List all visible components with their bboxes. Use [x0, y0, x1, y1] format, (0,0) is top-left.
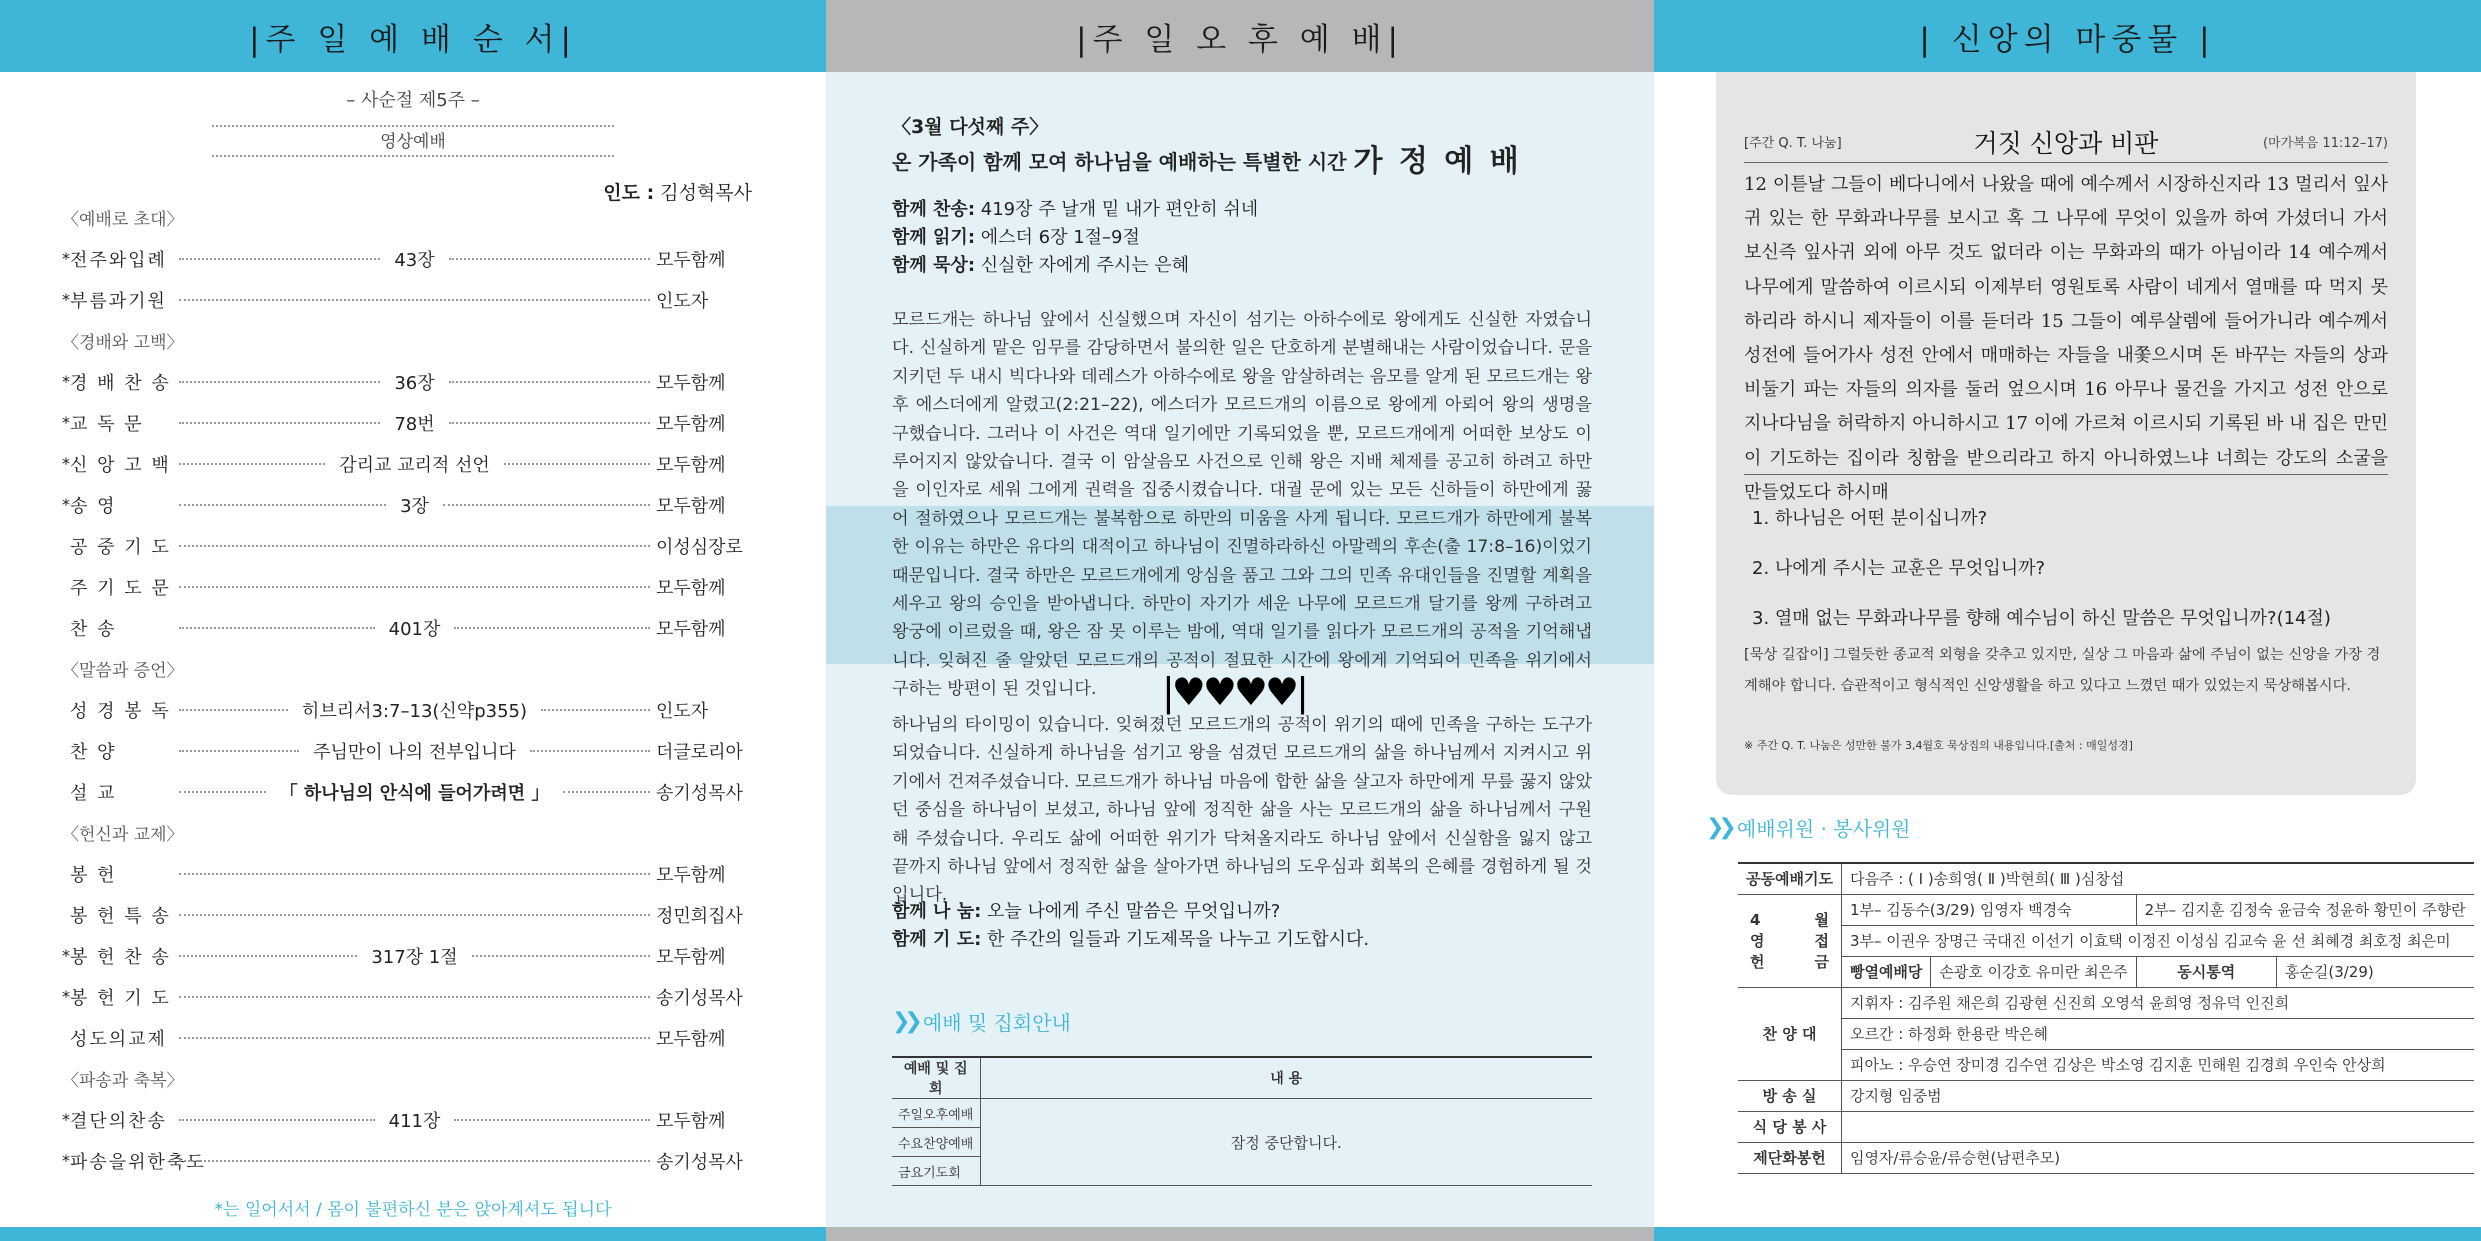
dot-leader: [179, 750, 299, 752]
schedule-row-name: 금요기도회: [892, 1157, 980, 1186]
dot-leader: [530, 750, 650, 752]
interp-label: 동시통역: [2136, 956, 2276, 987]
dot-leader: [179, 996, 650, 998]
order-item-person: 모두함께: [656, 1028, 726, 1050]
order-item-person: 인도자: [656, 290, 709, 312]
order-item-person: 모두함께: [656, 454, 726, 476]
order-row: [62, 976, 752, 1017]
order-section-label: 〈예배로 초대〉: [62, 210, 184, 230]
schedule-header-content: 내 용: [980, 1057, 1592, 1099]
joint-prayer-label: 공동예배기도: [1738, 863, 1841, 894]
dot-leader: [179, 873, 650, 875]
order-item-detail: 401장: [388, 618, 441, 640]
april-label-line: 영 접: [1750, 932, 1829, 950]
afternoon-service-column: [826, 0, 1654, 1241]
order-row: [62, 894, 752, 935]
double-chevron-icon: ❯❯: [892, 1009, 917, 1034]
order-item-person: 모두함께: [656, 1110, 726, 1132]
order-item-person: 송기성목사: [656, 1151, 743, 1173]
order-item-detail: 411장: [388, 1110, 441, 1132]
divider: [1744, 162, 2388, 163]
dot-leader: [179, 791, 266, 793]
footer-band: [826, 1227, 1654, 1241]
dot-leader: [179, 914, 650, 916]
worship-order-list: [62, 197, 752, 1181]
order-item-name: 봉 헌 특 송: [70, 905, 171, 927]
qt-box: [1716, 72, 2416, 795]
order-row: [62, 1140, 752, 1181]
order-row: [62, 361, 752, 402]
order-section-label: 〈헌신과 교제〉: [62, 825, 184, 845]
intro-text: 온 가족이 함께 모여 하나님을 예배하는 특별한 시간: [892, 150, 1347, 174]
order-item-name: 전주와입례: [70, 249, 167, 271]
order-row: [62, 525, 752, 566]
order-row: [62, 1099, 752, 1140]
schedule-title: [892, 1007, 1592, 1036]
order-row: [62, 853, 752, 894]
share-label: 함께 나 눔:: [892, 901, 982, 922]
sermon-body-2: 하나님의 타이밍이 있습니다. 잊혀졌던 모르드개의 공적이 위기의 때에 민족을 구하는 도구가 되었습니다. 신실하게 하나님을 섬기고 왕을 섬겼던 모르드개의 삶을 하나님께서 지켜시고 위기에서 건져주셨습니다. 모르드개가 하나님 마음에 합한 삶을 살고자 하만에게 무릎 꿇지 않았던 중심을 하나님이 보셨고, 하나님 앞에 정직한 삶을 사는 모르드개의 삶을 하나님께서 구원해 주셨습니다. 우리도 삶에 어떠한 위기가 닥쳐올지라도 하나님 앞에서 신실함을 잃지 않고 끝까지 하나님 앞에서 정직한 삶을 살아가면 하나님의 도우심과 회복의 은혜를 경험하게 될 것입니다.: [892, 715, 1592, 906]
standing-mark: *: [62, 987, 70, 1006]
dot-leader: [179, 463, 325, 465]
standing-mark: *: [62, 1110, 70, 1129]
schedule-table: [892, 1056, 1592, 1186]
order-item-name: 부름과기원: [70, 290, 167, 312]
dot-leader: [179, 545, 650, 547]
order-item-name: 공 중 기 도: [70, 536, 171, 558]
order-section-label: 〈말씀과 증언〉: [62, 661, 184, 681]
standing-mark: *: [62, 454, 70, 473]
schedule-title-text: 예배 및 집회안내: [922, 1011, 1071, 1035]
order-item-person: 모두함께: [656, 495, 726, 517]
order-item-detail: 78번: [394, 413, 435, 435]
heart-divider: |♥♥♥♥|: [1162, 670, 1306, 714]
dot-leader: [449, 381, 650, 383]
dot-leader: [563, 791, 650, 793]
order-item-name: 파송을위한축도: [70, 1151, 206, 1173]
intro: [892, 136, 1592, 180]
dot-leader: [179, 1037, 650, 1039]
order-row: [62, 689, 752, 730]
order-item-person: 모두함께: [656, 413, 726, 435]
dot-leader: [179, 955, 357, 957]
standing-mark: *: [62, 372, 70, 391]
order-item-person: 모두함께: [656, 577, 726, 599]
afternoon-header: |주 일 오 후 예 배|: [826, 0, 1654, 72]
order-item-name: 경 배 찬 송: [70, 372, 171, 394]
order-row: [62, 935, 752, 976]
order-row: [62, 771, 752, 812]
order-row: [62, 566, 752, 607]
order-item-name: 봉 헌 기 도: [70, 987, 171, 1009]
qt-scripture: 12 이튿날 그들이 베다니에서 나왔을 때에 예수께서 시장하신지라 13 멀리서 잎사귀 있는 한 무화과나무를 보시고 혹 그 나무에 무엇이 있을까 하여 가셨더니 가서 보신즉 잎사귀 외에 아무 것도 없더라 이는 무화과의 때가 아님이라 14 예수께서 나무에게 말씀하여 이르시되 이제부터 영원토록 사람이 네게서 열매를 따 먹지 못하리라 하시니 제자들이 이를 듣더라 15 그들이 예루살렘에 들어가니라 예수께서 성전에 들어가사 성전 안에서 매매하는 자들을 내쫓으시며 돈 바꾸는 자들의 상과 비둘기 파는 자들의 의자를 둘러 엎으시며 16 아무나 물건을 가지고 성전 안으로 지나다님을 허락하지 아니하시고 17 이에 가르쳐 이르시되 기록된 바 내 집은 만민이 기도하는 집이라 칭함을 받으리라고 하지 아니하였느냐 너희는 강도의 소굴을 만들었도다 하시매: [1744, 174, 2388, 503]
reading-label: 함께 읽기:: [892, 227, 976, 248]
dot-leader: [179, 422, 380, 424]
order-item-name: 봉 헌 찬 송: [70, 946, 171, 968]
divider: [212, 155, 614, 157]
footer-band: [1654, 1227, 2481, 1241]
broadcast: 강지형 임중범: [1841, 1080, 2473, 1111]
order-item-person: 모두함께: [656, 372, 726, 394]
order-item-person: 인도자: [656, 700, 709, 722]
interp: 홍순길(3/29): [2276, 956, 2473, 987]
dot-leader: [443, 504, 650, 506]
order-item-person: 이성심장로: [656, 536, 743, 558]
order-section-label: 〈파송과 축복〉: [62, 1071, 184, 1091]
dot-leader: [179, 381, 380, 383]
schedule-row-name: 수요찬양예배: [892, 1128, 980, 1157]
order-item-detail: 317장 1절: [371, 946, 458, 968]
dot-leader: [179, 586, 650, 588]
schedule-content: 잠정 중단합니다.: [980, 1099, 1592, 1186]
order-row: [62, 402, 752, 443]
order-item-person: 모두함께: [656, 864, 726, 886]
april-label-line: 4 월: [1750, 911, 1829, 929]
dot-leader: [179, 627, 375, 629]
order-row: [62, 238, 752, 279]
order-item-name: 찬 양: [70, 741, 117, 763]
flower: 임영자/류승윤/류승현(남편추모): [1841, 1142, 2473, 1173]
dot-leader: [179, 709, 288, 711]
choir-label: 찬 양 대: [1738, 987, 1841, 1080]
dot-leader: [179, 1119, 375, 1121]
order-item-person: 더글로리아: [656, 741, 743, 763]
altar-label: 빵열예배당: [1841, 956, 1930, 987]
qt-reference: (마가복음 11:12–17): [2262, 136, 2388, 151]
order-item-detail: 43장: [394, 249, 435, 271]
dot-leader: [449, 422, 650, 424]
service-title: [1706, 813, 1911, 842]
order-item-name: 설 교: [70, 782, 117, 804]
kitchen-label: 식 당 봉 사: [1738, 1111, 1841, 1142]
service-title-text: 예배위원 · 봉사위원: [1736, 817, 1911, 841]
dot-leader: [541, 709, 650, 711]
joint-prayer: 다음주 : ( Ⅰ )송희영( Ⅱ )박현희( Ⅲ )심창섭: [1841, 863, 2473, 894]
double-chevron-icon: ❯❯: [1706, 815, 1731, 840]
order-item-detail: 주님만이 나의 전부입니다: [313, 741, 516, 763]
leader-name: 김성혁목사: [660, 182, 752, 204]
april-row2: 3부– 이권우 장명근 국대진 이선기 이효택 이정진 이성심 김교숙 윤 선 최혜경 최호정 최은미: [1841, 925, 2473, 956]
order-row: [62, 607, 752, 648]
standing-mark: *: [62, 495, 70, 514]
footer-band: [0, 1227, 826, 1241]
reading: 에스더 6장 1절–9절: [980, 227, 1140, 248]
april-label: [1738, 894, 1841, 987]
closing: [892, 898, 1592, 954]
dot-leader: [449, 258, 650, 260]
sermon-body-1: 모르드개는 하나님 앞에서 신실했으며 자신이 섬기는 아하수에로 왕에게도 신실한 자였습니다. 신실하게 맡은 임무를 감당하면서 불의한 일은 단호하게 분별해내는 사람이었습니다. 문을 지키던 두 내시 빅다나와 데레스가 아하수에로 왕을 암살하려는 음모를 알게 된 모르드개는 왕후 에스더에게 알렸고(2:21–22), 에스더가 모르드개의 이름으로 왕에게 아뢰어 왕의 생명을 구했습니다. 그러나 이 사건은 역대 일기에만 기록되었을 뿐, 모르드개에게 어떠한 보상도 이루어지지 않았습니다. 결국 이 암살음모 사건으로 인해 왕은 지배 체제를 공고히 하려고 하만을 이인자로 세워 그에게 권력을 집중시켰습니다. 대궐 문에 있는 모든 신하들이 하만에게 꿇어 절하였으나 모르드개는 불복함으로 하만의 미움을 사게 됩니다. 모르드개가 하만에게 불복한 이유는 하만은 유다의 대적이고 하나님이 진멸하라하신 아말렉의 후손(출 17:8–16)이었기 때문입니다. 결국 하만은 모르드개에게 앙심을 품고 그와 그의 민족 유대인들을 진멸할 계획을 세우고 왕의 승인을 받아냅니다. 하만이 자기가 세운 나무에 모르드개 달기를 왕께 구하려고 왕궁에 이르렀을 때, 왕은 잠 못 이루는 밤에, 역대 일기를 읽다가 모르드개의 공적을 기억해냅니다. 잊혀진 줄 알았던 모르드개의 공적이 절묘한 시간에 왕에게 기억되어 민족을 위기에서 구하는 방편이 된 것입니다.: [892, 310, 1592, 700]
april-label-line: 헌 금: [1750, 953, 1829, 971]
standing-mark: *: [62, 413, 70, 432]
order-item-person: 정민희집사: [656, 905, 743, 927]
choir-piano: 피아노 : 우승연 장미경 김수연 김상은 박소영 김지훈 민해원 김경희 우인숙 안상희: [1841, 1049, 2473, 1080]
choir-organ: 오르간 : 하정화 한용란 박은혜: [1841, 1018, 2473, 1049]
week-label: 〈3월 다섯째 주〉: [892, 116, 1049, 138]
qt-question: 1. 하나님은 어떤 분이십니까?: [1752, 508, 1988, 529]
april-row1b: 2부– 김지훈 김정숙 윤금숙 정윤하 황민이 주향란: [2136, 894, 2473, 925]
order-row: [62, 730, 752, 771]
order-item-name: 교 독 문: [70, 413, 144, 435]
dot-leader: [179, 258, 380, 260]
hymn-label: 함께 찬송:: [892, 199, 976, 220]
dot-leader: [179, 1160, 650, 1162]
order-item-detail: 감리교 교리적 선언: [339, 454, 490, 476]
standing-mark: *: [62, 290, 70, 309]
qt-question: 2. 나에게 주시는 교훈은 무엇입니까?: [1752, 558, 2046, 579]
schedule-header-name: 예배 및 집회: [892, 1057, 980, 1099]
order-row: [62, 1017, 752, 1058]
faith-column: [1654, 0, 2481, 1241]
service-table: [1738, 862, 2474, 1174]
prayer: 한 주간의 일들과 기도제목을 나누고 기도합시다.: [987, 929, 1370, 950]
order-item-detail: 3장: [400, 495, 429, 517]
order-item-name: 신 앙 고 백: [70, 454, 171, 476]
order-item-person: 모두함께: [656, 618, 726, 640]
divider: [1744, 474, 2388, 475]
order-row: [62, 443, 752, 484]
dot-leader: [179, 504, 386, 506]
leader-label: 인도 :: [603, 182, 655, 204]
worship-order-header: |주 일 예 배 순 서|: [0, 0, 826, 72]
dot-leader: [504, 463, 650, 465]
standing-mark: *: [62, 946, 70, 965]
order-item-person: 송기성목사: [656, 987, 743, 1009]
schedule-row-name: 주일오후예배: [892, 1099, 980, 1128]
april-row1a: 1부– 김동수(3/29) 임영자 백경숙: [1841, 894, 2136, 925]
intro-big: 가 정 예 배: [1353, 144, 1522, 179]
worship-order-column: [0, 0, 826, 1241]
qt-footnote: ※ 주간 Q. T. 나눔은 성만한 불가 3,4월호 묵상집의 내용입니다.[출처 : 매일성경]: [1744, 739, 2133, 752]
order-item-person: 모두함께: [656, 946, 726, 968]
dot-leader: [179, 299, 650, 301]
standing-mark: *: [62, 249, 70, 268]
season-label: – 사순절 제5주 –: [346, 90, 480, 111]
choir-conductor: 지휘자 : 김주원 채은희 김광현 신진희 오영석 윤희영 정유덕 인진희: [1841, 987, 2473, 1018]
order-row: [62, 279, 752, 320]
order-item-person: 송기성목사: [656, 782, 743, 804]
kitchen: [1841, 1111, 2473, 1142]
faith-header: | 신앙의 마중물 |: [1654, 0, 2481, 72]
order-item-name: 성도의교제: [70, 1028, 167, 1050]
qt-meditation: [묵상 길잡이] 그럴듯한 종교적 외형을 갖추고 있지만, 실상 그 마음과 삶에 주님이 없는 신앙을 가장 경계해야 합니다. 습관적이고 형식적인 신앙생활을 하고 있다고 느꼈던 때가 있었는지 묵상해봅시다.: [1744, 647, 2381, 694]
standing-mark: *: [62, 1151, 70, 1170]
order-item-name: 성 경 봉 독: [70, 700, 171, 722]
order-item-detail: 「 하나님의 안식에 들어가려면 」: [279, 782, 550, 804]
order-section-label: 〈경배와 고백〉: [62, 333, 184, 353]
prayer-label: 함께 기 도:: [892, 929, 982, 950]
hymn: 419장 주 날개 밑 내가 편안히 쉬네: [980, 199, 1259, 220]
broadcast-label: 방 송 실: [1738, 1080, 1841, 1111]
qt-question: 3. 열매 없는 무화과나무를 향해 예수님이 하신 말씀은 무엇입니까?(14절): [1752, 608, 2331, 629]
order-item-name: 송 영: [70, 495, 117, 517]
dot-leader: [454, 1119, 650, 1121]
service-type: 영상예배: [380, 132, 446, 152]
service-meta: [892, 196, 1592, 280]
order-item-person: 모두함께: [656, 249, 726, 271]
order-item-detail: 히브리서3:7–13(신약p355): [301, 700, 528, 722]
share: 오늘 나에게 주신 말씀은 무엇입니까?: [987, 901, 1281, 922]
altar: 손광호 이강호 유미란 최은주: [1931, 956, 2136, 987]
meditation: 신실한 자에게 주시는 은혜: [980, 255, 1190, 276]
order-item-name: 봉 헌: [70, 864, 117, 886]
meditation-label: 함께 묵상:: [892, 255, 976, 276]
dot-leader: [454, 627, 650, 629]
standing-note: *는 일어서서 / 몸이 불편하신 분은 앉아계셔도 됩니다: [214, 1200, 612, 1220]
order-row: [62, 484, 752, 525]
dot-leader: [472, 955, 650, 957]
order-item-detail: 36장: [394, 372, 435, 394]
qt-title: 거짓 신앙과 비판: [1973, 129, 2159, 158]
order-item-name: 찬 송: [70, 618, 117, 640]
flower-label: 제단화봉헌: [1738, 1142, 1841, 1173]
qt-tag: [주간 Q. T. 나눔]: [1744, 136, 1842, 151]
order-item-name: 결단의찬송: [70, 1110, 167, 1132]
order-item-name: 주 기 도 문: [70, 577, 171, 599]
